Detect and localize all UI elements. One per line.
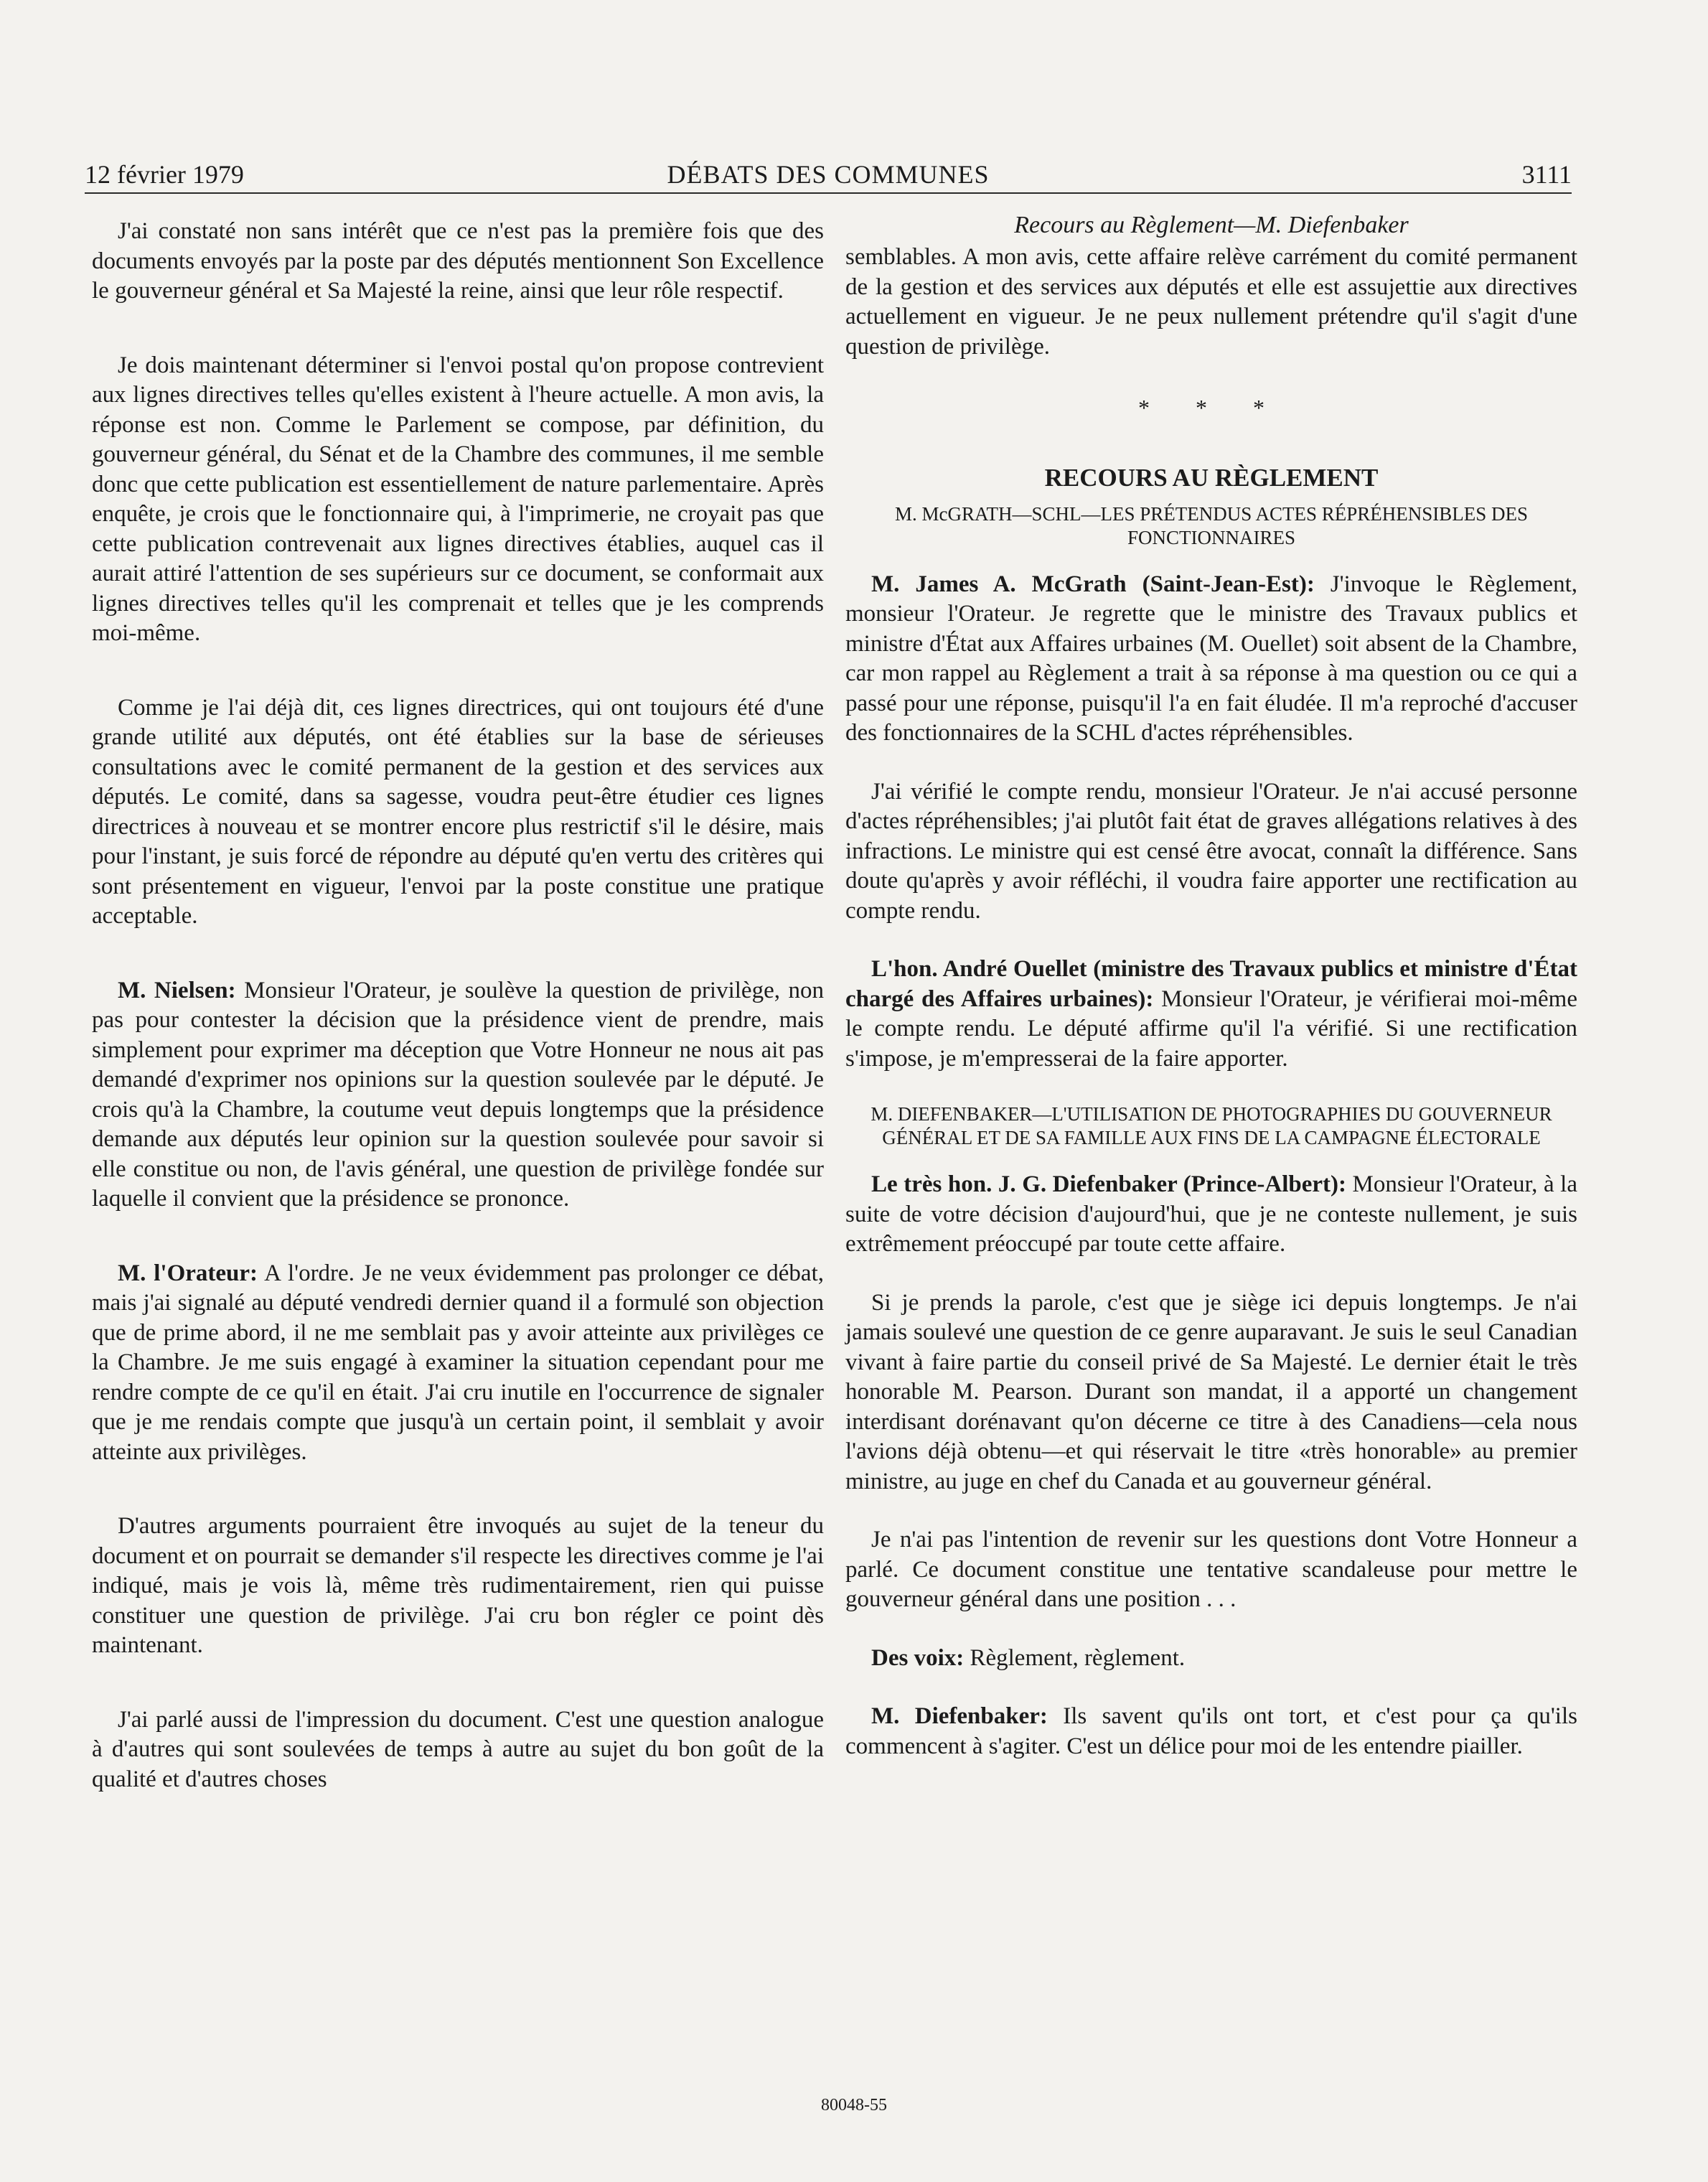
speech-diefenbaker-2 (845, 1702, 1577, 1761)
speaker-name: L'hon. André Ouellet (ministre des Travaux publics et ministre d'État chargé des Affaires urbaines): (845, 956, 1577, 1012)
header-date: 12 février 1979 (85, 160, 244, 189)
right-column (845, 201, 1577, 1761)
sub-title: M. DIEFENBAKER—L'UTILISATION DE PHOTOGRAPHIES DU GOUVERNEUR GÉNÉRAL ET DE SA FAMILLE AUX FINS DE LA CAMPAGNE ÉLECTORALE (871, 1103, 1552, 1148)
page-header (85, 156, 1572, 194)
paragraph: Je n'ai pas l'intention de revenir sur les questions dont Votre Honneur a parlé. Ce document constitue une tentative scandaleuse pour mettre le gouverneur général dans une position . . . (845, 1527, 1577, 1612)
speaker-name: M. Diefenbaker: (871, 1703, 1048, 1729)
speech-mcgrath (845, 570, 1577, 749)
speech-text: Monsieur l'Orateur, je vérifierai moi-même le compte rendu. Le député affirme qu'il l'a vérifié. Si une rectification s'impose, je m'empresserai de la faire apporter. (845, 985, 1577, 1072)
speech-text: Ils savent qu'ils ont tort, et c'est pour ça qu'ils commencent à s'agiter. C'est un délice pour moi de les entendre piailler. (845, 1703, 1577, 1759)
paragraph: J'ai constaté non sans intérêt que ce n'est pas la première fois que des documents envoyés par la poste par des députés mentionnent Son Excellence le gouverneur général et Sa Majesté la reine, ainsi que leur rôle respectif. (92, 218, 824, 304)
header-title: DÉBATS DES COMMUNES (667, 160, 990, 189)
speech-voix (845, 1644, 1577, 1674)
speech-text: A l'ordre. Je ne veux évidemment pas prolonger ce débat, mais j'ai signalé au député vendredi dernier quand il a formulé son objection que de prime abord, il ne me semblait pas y avoir atteinte aux privilèges ce la Chambre. Je me suis engagé à examiner la situation cependant pour me rendre compte de ce qu'il en était. J'ai cru inutile en l'occurrence de signaler que je me rendais compte que jusqu'à un certain point, il semblait y avoir atteinte aux privilèges. (92, 1260, 824, 1465)
speech-text: Monsieur l'Orateur, je soulève la question de privilège, non pas pour contester la décision que la présidence vient de prendre, mais simplement pour exprimer ma déception que Votre Honneur ne nous ait pas demandé d'exprimer nos opinions sur la question soulevée par le député. Je crois qu'à la Chambre, la coutume veut depuis longtemps que la présidence demande aux députés leur opinion sur la question soulevée pour savoir si elle constitue ou non, de l'avis général, une question de privilège fondée sur laquelle il convient que la présidence se prononce. (92, 977, 824, 1212)
paragraph: semblables. A mon avis, cette affaire relève carrément du comité permanent de la gestion et des services aux députés et elle est assujettie aux directives actuellement en vigueur. Je ne peux nullement prétendre qu'il s'agit d'une question de privilège. (845, 244, 1577, 360)
speaker-name: M. Nielsen: (118, 977, 236, 1003)
left-column (92, 201, 824, 1794)
paragraph: Comme je l'ai déjà dit, ces lignes directrices, qui ont toujours été d'une grande utilité aux députés, ont été établies sur la base de sérieuses consultations avec le comité permanent de la gestion et des services aux députés. Le comité, dans sa sagesse, voudra peut-être étudier ces lignes directrices à nouveau et se montrer encore plus restrictif s'il le désire, mais pour l'instant, je suis forcé de répondre au député qu'en vertu des critères qui sont présentement en vigueur, l'envoi par la poste constitue une pratique acceptable. (92, 694, 824, 929)
footer-code: 80048-55 (821, 2096, 887, 2115)
paragraph: D'autres arguments pourraient être invoqués au sujet de la teneur du document et on pourrait se demander s'il respecte les directives comme je l'ai indiqué, mais je vois là, même très rudimentairement, rien qui puisse constituer une question de privilège. J'ai cru bon régler ce point dès maintenant. (92, 1513, 824, 1658)
sub-title: M. McGRATH—SCHL—LES PRÉTENDUS ACTES RÉPRÉHENSIBLES DES FONCTIONNAIRES (894, 502, 1529, 548)
speech-orateur (92, 1259, 824, 1468)
speech-nielsen (92, 976, 824, 1214)
page-number: 3111 (1521, 160, 1572, 189)
section-title: RECOURS AU RÈGLEMENT (1044, 463, 1379, 492)
paragraph: J'ai vérifié le compte rendu, monsieur l'Orateur. Je n'ai accusé personne d'actes répréhensibles; j'ai plutôt fait état de graves allégations relatives à des infractions. Le ministre qui est censé être avocat, connaît la différence. Sans doute qu'après y avoir réfléchi, il voudra faire apporter une rectification au compte rendu. (845, 778, 1577, 924)
speaker-name: M. l'Orateur: (118, 1260, 258, 1286)
speaker-name: Des voix: (871, 1644, 965, 1671)
paragraph: J'ai parlé aussi de l'impression du document. C'est une question analogue à d'autres qui sont soulevées de temps à autre au sujet du bon goût de la qualité et d'autres choses (92, 1706, 824, 1792)
speech-ouellet (845, 955, 1577, 1074)
speech-text: Règlement, règlement. (964, 1644, 1186, 1671)
speech-text: Monsieur l'Orateur, à la suite de votre décision d'aujourd'hui, que je ne conteste nullement, je suis extrêmement préoccupé par toute cette affaire. (845, 1171, 1577, 1257)
speaker-name: M. James A. McGrath (Saint-Jean-Est): (871, 571, 1315, 597)
section-break: * * * (1138, 395, 1285, 421)
speech-text: J'invoque le Règlement, monsieur l'Orateur. Je regrette que le ministre des Travaux publics et ministre d'État aux Affaires urbaines (M. Ouellet) soit absent de la Chambre, car mon rappel au Règlement a trait à sa réponse à ma question ou ce qui a passé pour une réponse, puisqu'il l'a en fait éludée. Il m'a reproché d'accuser des fonctionnaires de la SCHL d'actes répréhensibles. (845, 571, 1577, 746)
speech-diefenbaker (845, 1170, 1577, 1260)
running-head: Recours au Règlement—M. Diefenbaker (1014, 212, 1409, 238)
paragraph: Je dois maintenant déterminer si l'envoi postal qu'on propose contrevient aux lignes directives telles qu'elles existent à l'heure actuelle. A mon avis, la réponse est non. Comme le Parlement se compose, par définition, du gouverneur général, du Sénat et de la Chambre des communes, il me semble donc que cette publication est essentiellement de nature parlementaire. Après enquête, je crois que le fonctionnaire qui, à l'imprimerie, ne croyait pas que cette publication contrevenait aux lignes directives établies, auquel cas il aurait attiré l'attention de ses supérieurs sur ce document, se conformait aux lignes directives telles qu'il les comprenait et telles que je les comprends moi-même. (92, 352, 824, 646)
paragraph: Si je prends la parole, c'est que je siège ici depuis longtemps. Je n'ai jamais soulevé une question de ce genre auparavant. Je suis le seul Canadian vivant à faire partie du conseil privé de Sa Majesté. Le dernier était le très honorable M. Pearson. Durant son mandat, il a apporté un changement interdisant dorénavant qu'on décerne ce titre à des Canadiens—cela nous l'avions déjà obtenu—et qui réservait le titre «très honorable» au premier ministre, au juge en chef du Canada et au gouverneur général. (845, 1289, 1577, 1494)
speaker-name: Le très hon. J. G. Diefenbaker (Prince-Albert): (871, 1171, 1346, 1197)
